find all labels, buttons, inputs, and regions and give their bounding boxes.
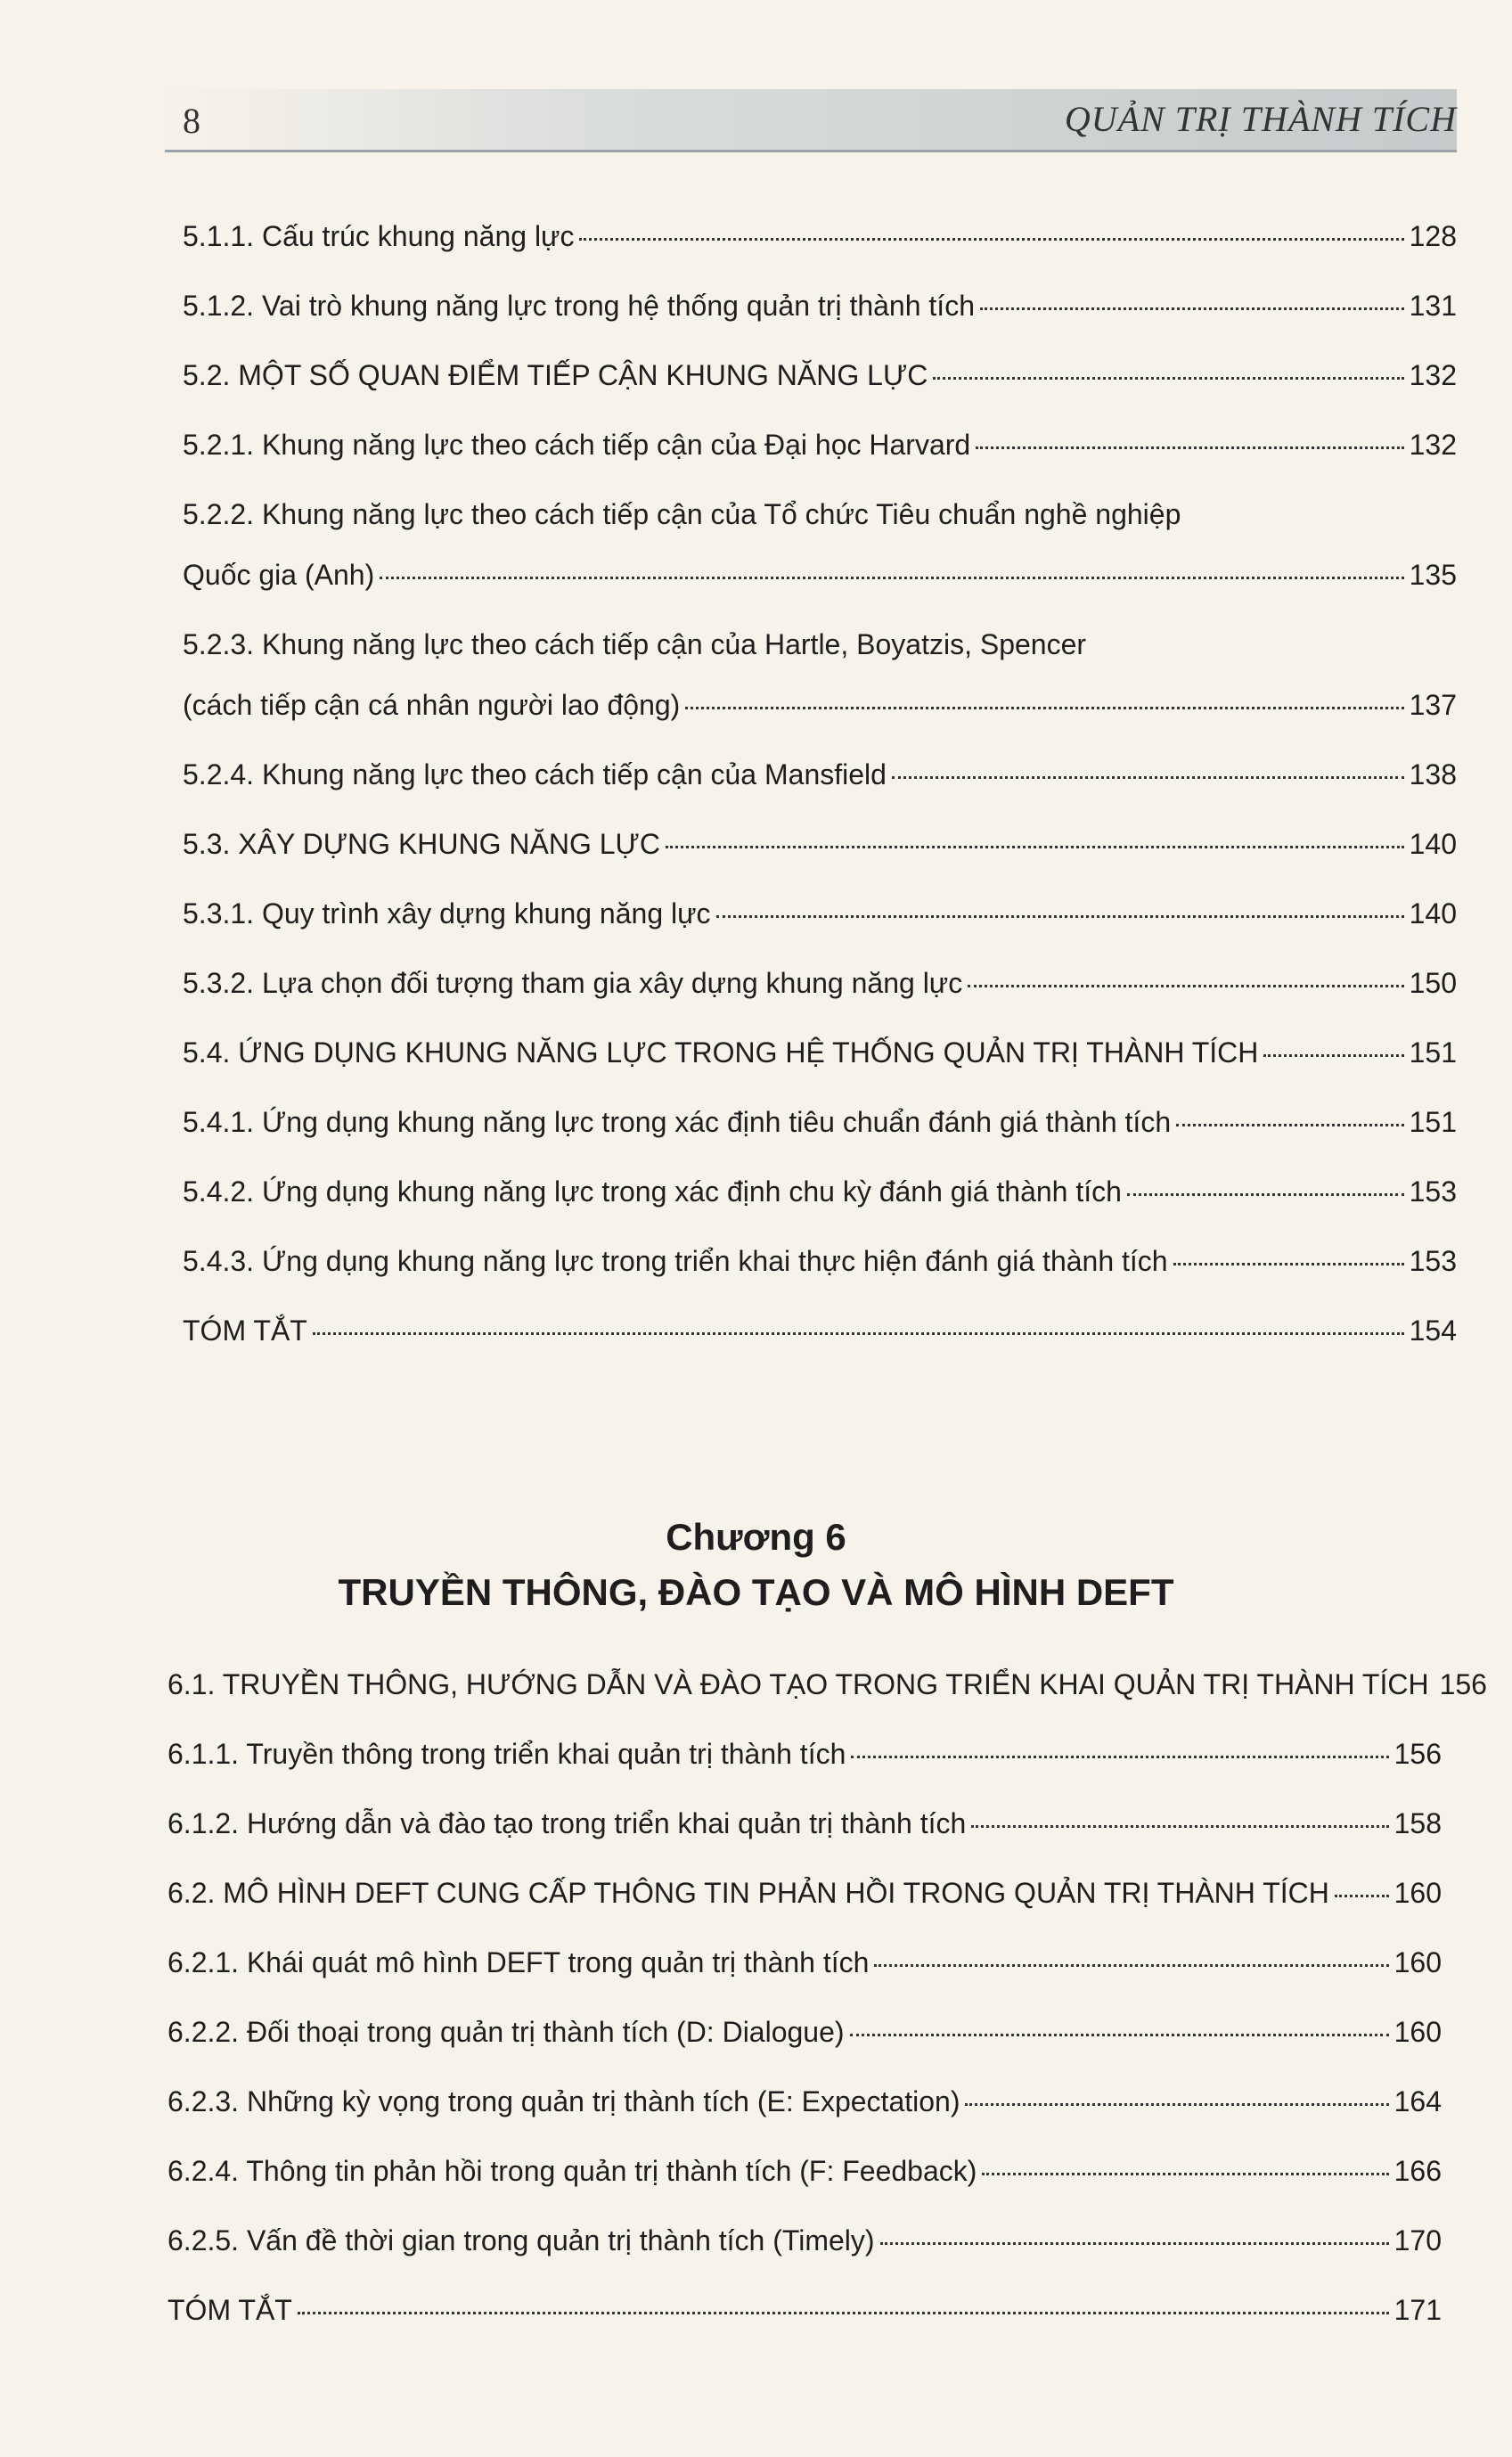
toc-entry: 5.4. ỨNG DỤNG KHUNG NĂNG LỰC TRONG HỆ THỐNG QUẢN TRỊ THÀNH TÍCH 151 bbox=[183, 1036, 1457, 1069]
toc-entry-line1: 5.2.2. Khung năng lực theo cách tiếp cận của Tổ chức Tiêu chuẩn nghề nghiệp bbox=[183, 498, 1181, 530]
toc-entry: 5.2.1. Khung năng lực theo cách tiếp cận của Đại học Harvard 132 bbox=[183, 429, 1457, 461]
toc-entry: 6.2.2. Đối thoại trong quản trị thành tích (D: Dialogue) 160 bbox=[168, 2016, 1442, 2048]
toc-entry-line1: 5.2.3. Khung năng lực theo cách tiếp cận của Hartle, Boyatzis, Spencer bbox=[183, 628, 1087, 660]
toc-entry: 5.1.2. Vai trò khung năng lực trong hệ thống quản trị thành tích 131 bbox=[183, 290, 1457, 322]
dot-leader bbox=[980, 307, 1404, 310]
dot-leader bbox=[874, 1964, 1388, 1967]
dot-leader bbox=[716, 915, 1404, 918]
toc-entry: (cách tiếp cận cá nhân người lao động) 137 bbox=[183, 689, 1457, 721]
toc-entry: 6.2.3. Những kỳ vọng trong quản trị thành tích (E: Expectation) 164 bbox=[168, 2085, 1442, 2117]
dot-leader bbox=[965, 2103, 1388, 2106]
dot-leader bbox=[850, 2034, 1389, 2036]
toc-entry: 6.1. TRUYỀN THÔNG, HƯỚNG DẪN VÀ ĐÀO TẠO TRONG TRIỂN KHAI QUẢN TRỊ THÀNH TÍCH 156 bbox=[168, 1668, 1487, 1700]
dot-leader bbox=[579, 238, 1403, 241]
toc-entry: 6.2. MÔ HÌNH DEFT CUNG CẤP THÔNG TIN PHẢN HỒI TRONG QUẢN TRỊ THÀNH TÍCH 160 bbox=[168, 1877, 1442, 1909]
toc-entry: 5.1.1. Cấu trúc khung năng lực 128 bbox=[183, 220, 1457, 252]
toc-entry: TÓM TẮT 171 bbox=[168, 2294, 1442, 2326]
dot-leader bbox=[851, 1756, 1388, 1758]
toc-entry: Quốc gia (Anh) 135 bbox=[183, 559, 1457, 591]
dot-leader bbox=[380, 577, 1403, 579]
toc-entry: 6.1.1. Truyền thông trong triển khai quản trị thành tích 156 bbox=[168, 1738, 1442, 1770]
dot-leader bbox=[976, 446, 1403, 449]
toc-entry: 5.4.3. Ứng dụng khung năng lực trong triển khai thực hiện đánh giá thành tích 153 bbox=[183, 1245, 1457, 1277]
toc-entry: TÓM TẮT 154 bbox=[183, 1314, 1457, 1347]
toc-entry: 5.4.2. Ứng dụng khung năng lực trong xác định chu kỳ đánh giá thành tích 153 bbox=[183, 1175, 1457, 1208]
dot-leader bbox=[880, 2242, 1389, 2245]
dot-leader bbox=[1263, 1054, 1403, 1057]
dot-leader bbox=[892, 776, 1404, 779]
running-title: QUẢN TRỊ THÀNH TÍCH bbox=[1064, 99, 1457, 139]
dot-leader bbox=[933, 377, 1403, 380]
toc-entry: 6.1.2. Hướng dẫn và đào tạo trong triển khai quản trị thành tích 158 bbox=[168, 1807, 1442, 1839]
toc-entry: 5.3.1. Quy trình xây dựng khung năng lực 140 bbox=[183, 897, 1457, 930]
dot-leader bbox=[1127, 1193, 1404, 1196]
chapter-label: Chương 6 bbox=[666, 1516, 846, 1558]
page-number: 8 bbox=[183, 101, 200, 141]
toc-entry: 6.2.1. Khái quát mô hình DEFT trong quản trị thành tích 160 bbox=[168, 1946, 1442, 1978]
dot-leader bbox=[1335, 1895, 1389, 1897]
dot-leader bbox=[1176, 1124, 1404, 1126]
dot-leader bbox=[313, 1332, 1404, 1335]
toc-entry: 6.2.5. Vấn đề thời gian trong quản trị thành tích (Timely) 170 bbox=[168, 2224, 1442, 2256]
toc-entry: 5.3. XÂY DỰNG KHUNG NĂNG LỰC 140 bbox=[183, 828, 1457, 860]
dot-leader bbox=[971, 1825, 1388, 1828]
dot-leader bbox=[685, 707, 1403, 709]
toc-entry: 5.3.2. Lựa chọn đối tượng tham gia xây dựng khung năng lực 150 bbox=[183, 967, 1457, 999]
dot-leader bbox=[298, 2312, 1389, 2314]
chapter-title: TRUYỀN THÔNG, ĐÀO TẠO VÀ MÔ HÌNH DEFT bbox=[338, 1571, 1174, 1613]
page-header bbox=[165, 89, 1457, 152]
dot-leader bbox=[982, 2173, 1388, 2175]
dot-leader bbox=[666, 846, 1404, 848]
toc-entry: 5.4.1. Ứng dụng khung năng lực trong xác định tiêu chuẩn đánh giá thành tích 151 bbox=[183, 1106, 1457, 1138]
toc-entry: 5.2. MỘT SỐ QUAN ĐIỂM TIẾP CẬN KHUNG NĂNG LỰC 132 bbox=[183, 359, 1457, 391]
dot-leader bbox=[968, 985, 1403, 987]
dot-leader bbox=[1173, 1263, 1404, 1265]
toc-entry: 5.2.4. Khung năng lực theo cách tiếp cận của Mansfield 138 bbox=[183, 758, 1457, 790]
toc-entry: 6.2.4. Thông tin phản hồi trong quản trị thành tích (F: Feedback) 166 bbox=[168, 2155, 1442, 2187]
